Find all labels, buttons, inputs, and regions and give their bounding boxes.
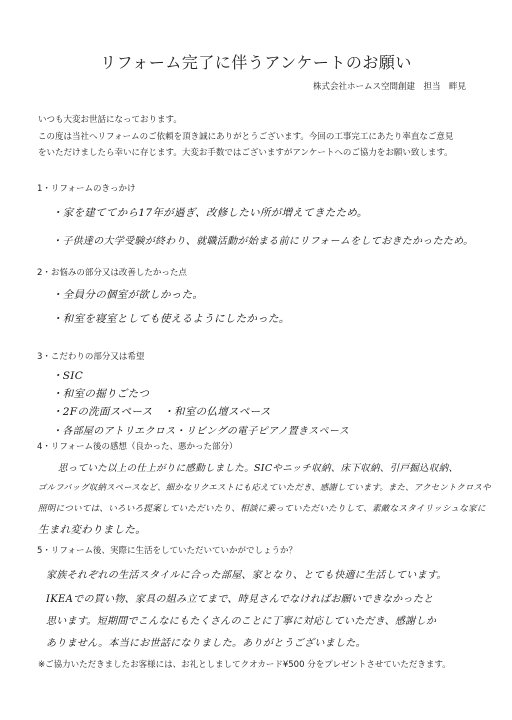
intro-text bbox=[38, 112, 478, 162]
page-title: リフォーム完了に伴うアンケートのお願い bbox=[100, 53, 412, 72]
section-3-heading: 3・こだわりの部分又は希望 bbox=[37, 352, 145, 362]
section-5-answer: 思います。短期間でこんなにもたくさんのことに丁寧に対応していただき、感謝しか bbox=[46, 616, 437, 627]
section-3-answer: ・和室の掘りごたつ bbox=[52, 388, 150, 400]
intro-line: をいただけましたら幸いに存じます。大変お手数ではございますがアンケートへのご協力をお願い致します。 bbox=[38, 148, 453, 158]
section-5-answer: 家族それぞれの生活スタイルに合った部屋、家となり、とても快適に生活しています。 bbox=[46, 570, 447, 581]
section-4-answer: 思っていた以上の仕上がりに感動しました。SICやニッチ収納、床下収納、引戸掘込収納、 bbox=[58, 463, 459, 474]
section-2-answer: ・全員分の個室が欲しかった。 bbox=[52, 289, 204, 301]
section-2-heading: 2・お悩みの部分又は改善したかった点 bbox=[37, 268, 187, 278]
section-2-answer: ・和室を寝室としても使えるようにしたかった。 bbox=[52, 313, 290, 325]
intro-line: この度は当社へリフォームのご依頼を頂き誠にありがとうございます。今回の工事完工にあたり率直なご意見 bbox=[38, 131, 454, 142]
company-name: 株式会社ホームス空間創建 担当 畔見 bbox=[312, 82, 466, 92]
section-5-heading: 5・リフォーム後、実際に生活をしていただいていかがでしょうか？ bbox=[37, 546, 297, 556]
section-1-answer: ・子供達の大学受験が終わり、就職活動が始まる前にリフォームをしておきたかったため。 bbox=[52, 236, 474, 247]
section-3-answer: ・SIC bbox=[52, 370, 84, 382]
section-1-answer: ・家を建ててから17年が過ぎ、改修したい所が増えてきたため。 bbox=[52, 207, 368, 219]
section-3-answer: ・2Fの洗面スペース ・和室の仏壇スペース bbox=[52, 406, 271, 418]
section-4-answer: 生まれ変わりました。 bbox=[38, 524, 146, 536]
footer-note: ※ご協力いただきましたお客様には、お礼としましてクオカード¥500 分をプレゼントさせていただきます。 bbox=[38, 660, 451, 670]
section-4-answer: 照明については、いろいろ提案していただいたり、相談に乗っていただいたりして、素敵なスタイリッシュな家に bbox=[38, 504, 486, 514]
section-5-answer: IKEAでの買い物、家具の組み立てまで、時見さんでなければお願いできなかったと bbox=[46, 594, 434, 605]
section-5-answer: ありません。本当にお世話になりました。ありがとうございました。 bbox=[46, 638, 366, 649]
section-1-heading: 1・リフォームのきっかけ bbox=[37, 184, 136, 194]
section-4-heading: 4・リフォーム後の感想（良かった、悪かった部分） bbox=[37, 442, 238, 452]
section-3-answer: ・各部屋のアトリエクロス・リビングの電子ピアノ置きスペース bbox=[52, 426, 349, 437]
intro-line: いつも大変お世話になっております。 bbox=[38, 115, 182, 125]
section-4-answer: ゴルフバッグ収納スペースなど、細かなリクエストにも応えていただき、感謝しています。また、アクセントクロスや bbox=[38, 482, 491, 492]
